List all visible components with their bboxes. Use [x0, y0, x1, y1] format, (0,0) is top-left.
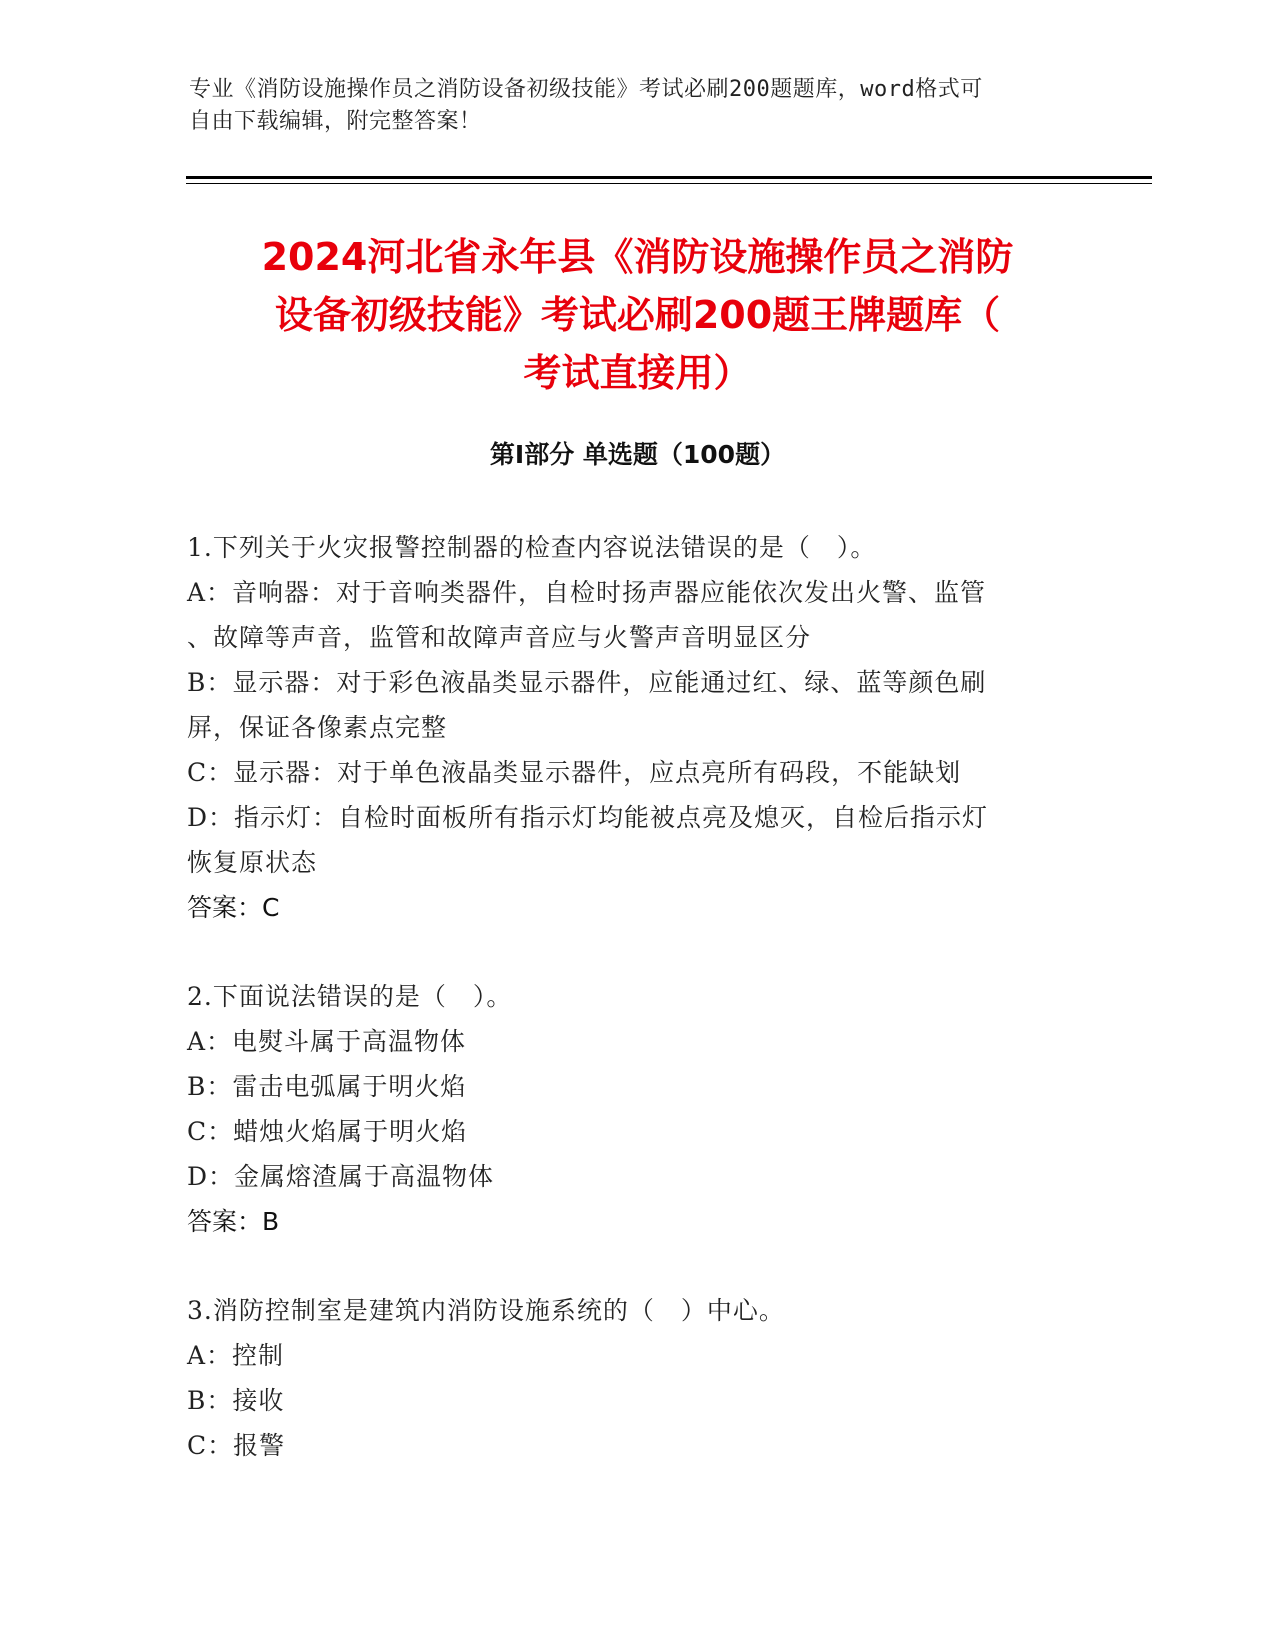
question-list	[187, 525, 1067, 1512]
option-line: C：蜡烛火焰属于明火焰	[187, 1117, 468, 1146]
option-line: A：控制	[187, 1341, 285, 1370]
header-note-line-2: 自由下载编辑，附完整答案！	[189, 109, 482, 134]
header-note	[189, 74, 1069, 138]
section-title: 第Ⅰ部分 单选题（100题）	[489, 440, 786, 469]
question-stem: 1.下列关于火灾报警控制器的检查内容说法错误的是（ ）。	[187, 533, 877, 562]
answer-line: 答案：C	[187, 893, 280, 922]
option-line: D：指示灯：自检时面板所有指示灯均能被点亮及熄灭，自检后指示灯	[187, 803, 989, 832]
title-line-3: 考试直接用）	[523, 351, 752, 395]
option-line: 、故障等声音，监管和故障声音应与火警声音明显区分	[187, 623, 812, 652]
question-stem: 2.下面说法错误的是（ ）。	[187, 982, 513, 1011]
document-title	[180, 228, 1095, 402]
option-line: B：雷击电弧属于明火焰	[187, 1072, 467, 1101]
option-line: C：显示器：对于单色液晶类显示器件，应点亮所有码段，不能缺划	[187, 758, 962, 787]
question-3	[187, 1288, 1067, 1468]
option-line: 屏，保证各像素点完整	[187, 713, 448, 742]
header-note-line-1: 专业《消防设施操作员之消防设备初级技能》考试必刷200题题库，word格式可	[189, 77, 983, 102]
option-line: B：显示器：对于彩色液晶类显示器件，应能通过红、绿、蓝等颜色刷	[187, 668, 987, 697]
option-line: D：金属熔渣属于高温物体	[187, 1162, 495, 1191]
option-line: A：音响器：对于音响类器件，自检时扬声器应能依次发出火警、监管	[187, 578, 987, 607]
title-line-2: 设备初级技能》考试必刷200题王牌题库（	[274, 293, 1001, 337]
question-stem: 3.消防控制室是建筑内消防设施系统的（ ）中心。	[187, 1296, 785, 1325]
header-rule-thick	[186, 176, 1152, 179]
option-line: 恢复原状态	[187, 848, 318, 877]
header-rule-thin	[186, 183, 1152, 184]
option-line: B：接收	[187, 1386, 285, 1415]
question-2	[187, 974, 1067, 1244]
option-line: A：电熨斗属于高温物体	[187, 1027, 467, 1056]
title-line-1: 2024河北省永年县《消防设施操作员之消防	[261, 235, 1014, 279]
option-line: C：报警	[187, 1431, 286, 1460]
answer-line: 答案：B	[187, 1207, 280, 1236]
question-1	[187, 525, 1067, 930]
